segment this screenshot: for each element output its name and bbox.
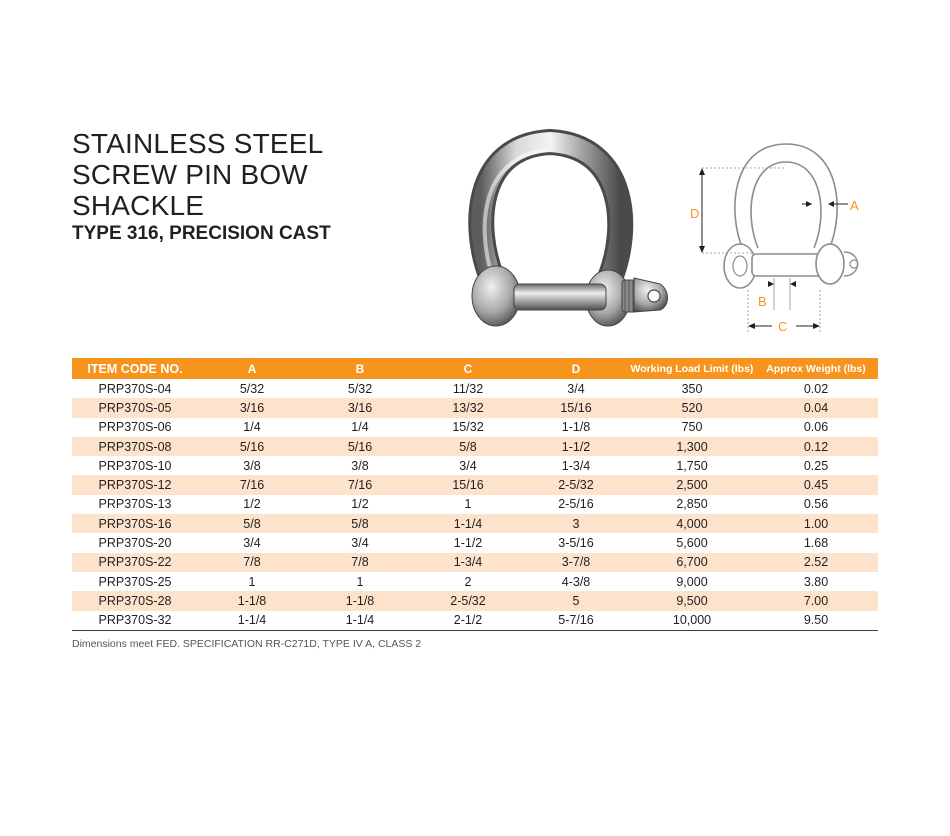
cell-item-code: PRP370S-13	[98, 497, 172, 512]
cell-item-code: PRP370S-20	[98, 536, 172, 551]
dimension-diagram	[682, 140, 872, 340]
cell-working-load-limit: 750	[681, 420, 703, 435]
product-subtitle: TYPE 316, PRECISION CAST	[72, 223, 331, 244]
cell-b: 1/2	[351, 497, 369, 512]
cell-c: 3/4	[459, 458, 477, 473]
table-row	[72, 398, 878, 417]
table-row	[72, 553, 878, 572]
cell-d: 3-7/8	[522, 553, 630, 572]
cell-b: 7/16	[306, 475, 414, 494]
table-row	[72, 591, 878, 610]
cell-a: 7/16	[198, 475, 306, 494]
cell-approx-weight: 0.04	[754, 398, 878, 417]
header-b: B	[306, 358, 414, 379]
cell-item-code: PRP370S-06	[98, 420, 172, 435]
header-item-code: ITEM CODE NO.	[72, 358, 198, 379]
cell-d: 2-5/16	[558, 497, 594, 512]
table-row	[72, 611, 878, 631]
header-approx-weight: Approx Weight (lbs)	[754, 358, 878, 379]
cell-approx-weight: 0.02	[803, 381, 829, 396]
table-row	[72, 533, 878, 552]
cell-approx-weight: 0.06	[803, 420, 829, 435]
cell-a: 1-1/8	[198, 591, 306, 610]
table-row	[72, 572, 878, 591]
cell-c: 11/32	[452, 381, 484, 396]
cell-d: 5-7/16	[522, 611, 630, 631]
cell-working-load-limit: 6,700	[630, 553, 754, 572]
cell-a: 5/32	[239, 381, 265, 396]
cell-working-load-limit: 1,300	[630, 437, 754, 456]
cell-b: 3/4	[351, 536, 369, 551]
cell-item-code: PRP370S-32	[72, 611, 198, 631]
cell-approx-weight: 1.68	[803, 536, 829, 551]
table-row	[72, 475, 878, 494]
cell-c: 1	[464, 497, 472, 512]
cell-c: 5/8	[414, 437, 522, 456]
cell-working-load-limit: 2,850	[676, 497, 708, 512]
cell-c: 2-5/32	[414, 591, 522, 610]
dimension-label-d: D	[690, 206, 700, 221]
cell-d: 2-5/32	[522, 475, 630, 494]
cell-b: 3/8	[351, 458, 369, 473]
cell-b: 5/16	[306, 437, 414, 456]
cell-b: 5/32	[347, 381, 373, 396]
cell-working-load-limit: 4,000	[630, 514, 754, 533]
cell-approx-weight: 1.00	[754, 514, 878, 533]
cell-a: 1	[248, 574, 256, 589]
cell-a: 5/16	[198, 437, 306, 456]
cell-item-code: PRP370S-10	[98, 458, 172, 473]
cell-item-code: PRP370S-05	[72, 398, 198, 417]
header-d: D	[522, 358, 630, 379]
cell-working-load-limit: 1,750	[676, 458, 708, 473]
cell-working-load-limit: 520	[630, 398, 754, 417]
shackle-photo	[462, 128, 674, 336]
table-row	[72, 379, 878, 398]
cell-c: 15/16	[414, 475, 522, 494]
spec-table-body	[72, 379, 878, 630]
dimension-label-b: B	[758, 294, 767, 309]
cell-d: 1-1/2	[522, 437, 630, 456]
cell-approx-weight: 7.00	[754, 591, 878, 610]
product-title-line-3: SHACKLE	[72, 190, 205, 221]
cell-d: 3-5/16	[558, 536, 594, 551]
cell-working-load-limit: 9,000	[676, 574, 708, 589]
cell-item-code: PRP370S-16	[72, 514, 198, 533]
header-c: C	[414, 358, 522, 379]
cell-item-code: PRP370S-12	[72, 475, 198, 494]
cell-a: 3/8	[243, 458, 261, 473]
cell-d: 3	[522, 514, 630, 533]
cell-b: 3/16	[306, 398, 414, 417]
cell-c: 1-3/4	[414, 553, 522, 572]
cell-b: 1/4	[351, 420, 369, 435]
cell-a: 1-1/4	[198, 611, 306, 631]
cell-b: 1	[356, 574, 364, 589]
cell-a: 5/8	[198, 514, 306, 533]
cell-working-load-limit: 10,000	[630, 611, 754, 631]
header-row	[72, 358, 878, 379]
cell-approx-weight: 0.12	[754, 437, 878, 456]
cell-approx-weight: 2.52	[754, 553, 878, 572]
dimension-label-c: C	[778, 319, 788, 334]
cell-working-load-limit: 9,500	[630, 591, 754, 610]
cell-approx-weight: 9.50	[754, 611, 878, 631]
table-row	[72, 456, 878, 475]
cell-c: 13/32	[414, 398, 522, 417]
spec-table	[72, 358, 878, 631]
cell-d: 4-3/8	[561, 574, 591, 589]
cell-d: 15/16	[522, 398, 630, 417]
header-a: A	[198, 358, 306, 379]
table-row	[72, 418, 878, 437]
spec-table-header	[72, 358, 878, 379]
cell-item-code: PRP370S-28	[72, 591, 198, 610]
cell-approx-weight: 3.80	[803, 574, 829, 589]
cell-c: 1-1/4	[414, 514, 522, 533]
dimension-label-a: A	[850, 198, 859, 213]
cell-approx-weight: 0.25	[803, 458, 829, 473]
product-title-line-2: SCREW PIN BOW	[72, 159, 308, 190]
cell-b: 5/8	[306, 514, 414, 533]
cell-b: 1-1/8	[306, 591, 414, 610]
cell-d: 1-3/4	[561, 458, 591, 473]
table-row	[72, 495, 878, 514]
cell-a: 1/4	[243, 420, 261, 435]
cell-approx-weight: 0.45	[754, 475, 878, 494]
table-row	[72, 437, 878, 456]
product-title-line-1: STAINLESS STEEL	[72, 128, 324, 159]
cell-a: 1/2	[243, 497, 261, 512]
cell-b: 7/8	[306, 553, 414, 572]
cell-c: 2	[464, 574, 472, 589]
cell-working-load-limit: 5,600	[676, 536, 708, 551]
cell-item-code: PRP370S-08	[72, 437, 198, 456]
cell-item-code: PRP370S-25	[98, 574, 172, 589]
cell-approx-weight: 0.56	[803, 497, 829, 512]
cell-c: 15/32	[452, 420, 484, 435]
cell-c: 1-1/2	[453, 536, 483, 551]
cell-a: 3/16	[198, 398, 306, 417]
specification-footnote: Dimensions meet FED. SPECIFICATION RR-C271D, TYPE IV A, CLASS 2	[72, 638, 422, 650]
cell-working-load-limit: 350	[681, 381, 703, 396]
cell-b: 1-1/4	[306, 611, 414, 631]
cell-c: 2-1/2	[414, 611, 522, 631]
cell-item-code: PRP370S-04	[98, 381, 172, 396]
cell-a: 3/4	[243, 536, 261, 551]
cell-item-code: PRP370S-22	[72, 553, 198, 572]
cell-d: 1-1/8	[561, 420, 591, 435]
cell-working-load-limit: 2,500	[630, 475, 754, 494]
title-block	[72, 128, 331, 245]
cell-d: 3/4	[567, 381, 585, 396]
header-working-load-limit: Working Load Limit (lbs)	[630, 358, 754, 379]
table-row	[72, 514, 878, 533]
cell-d: 5	[522, 591, 630, 610]
cell-a: 7/8	[198, 553, 306, 572]
